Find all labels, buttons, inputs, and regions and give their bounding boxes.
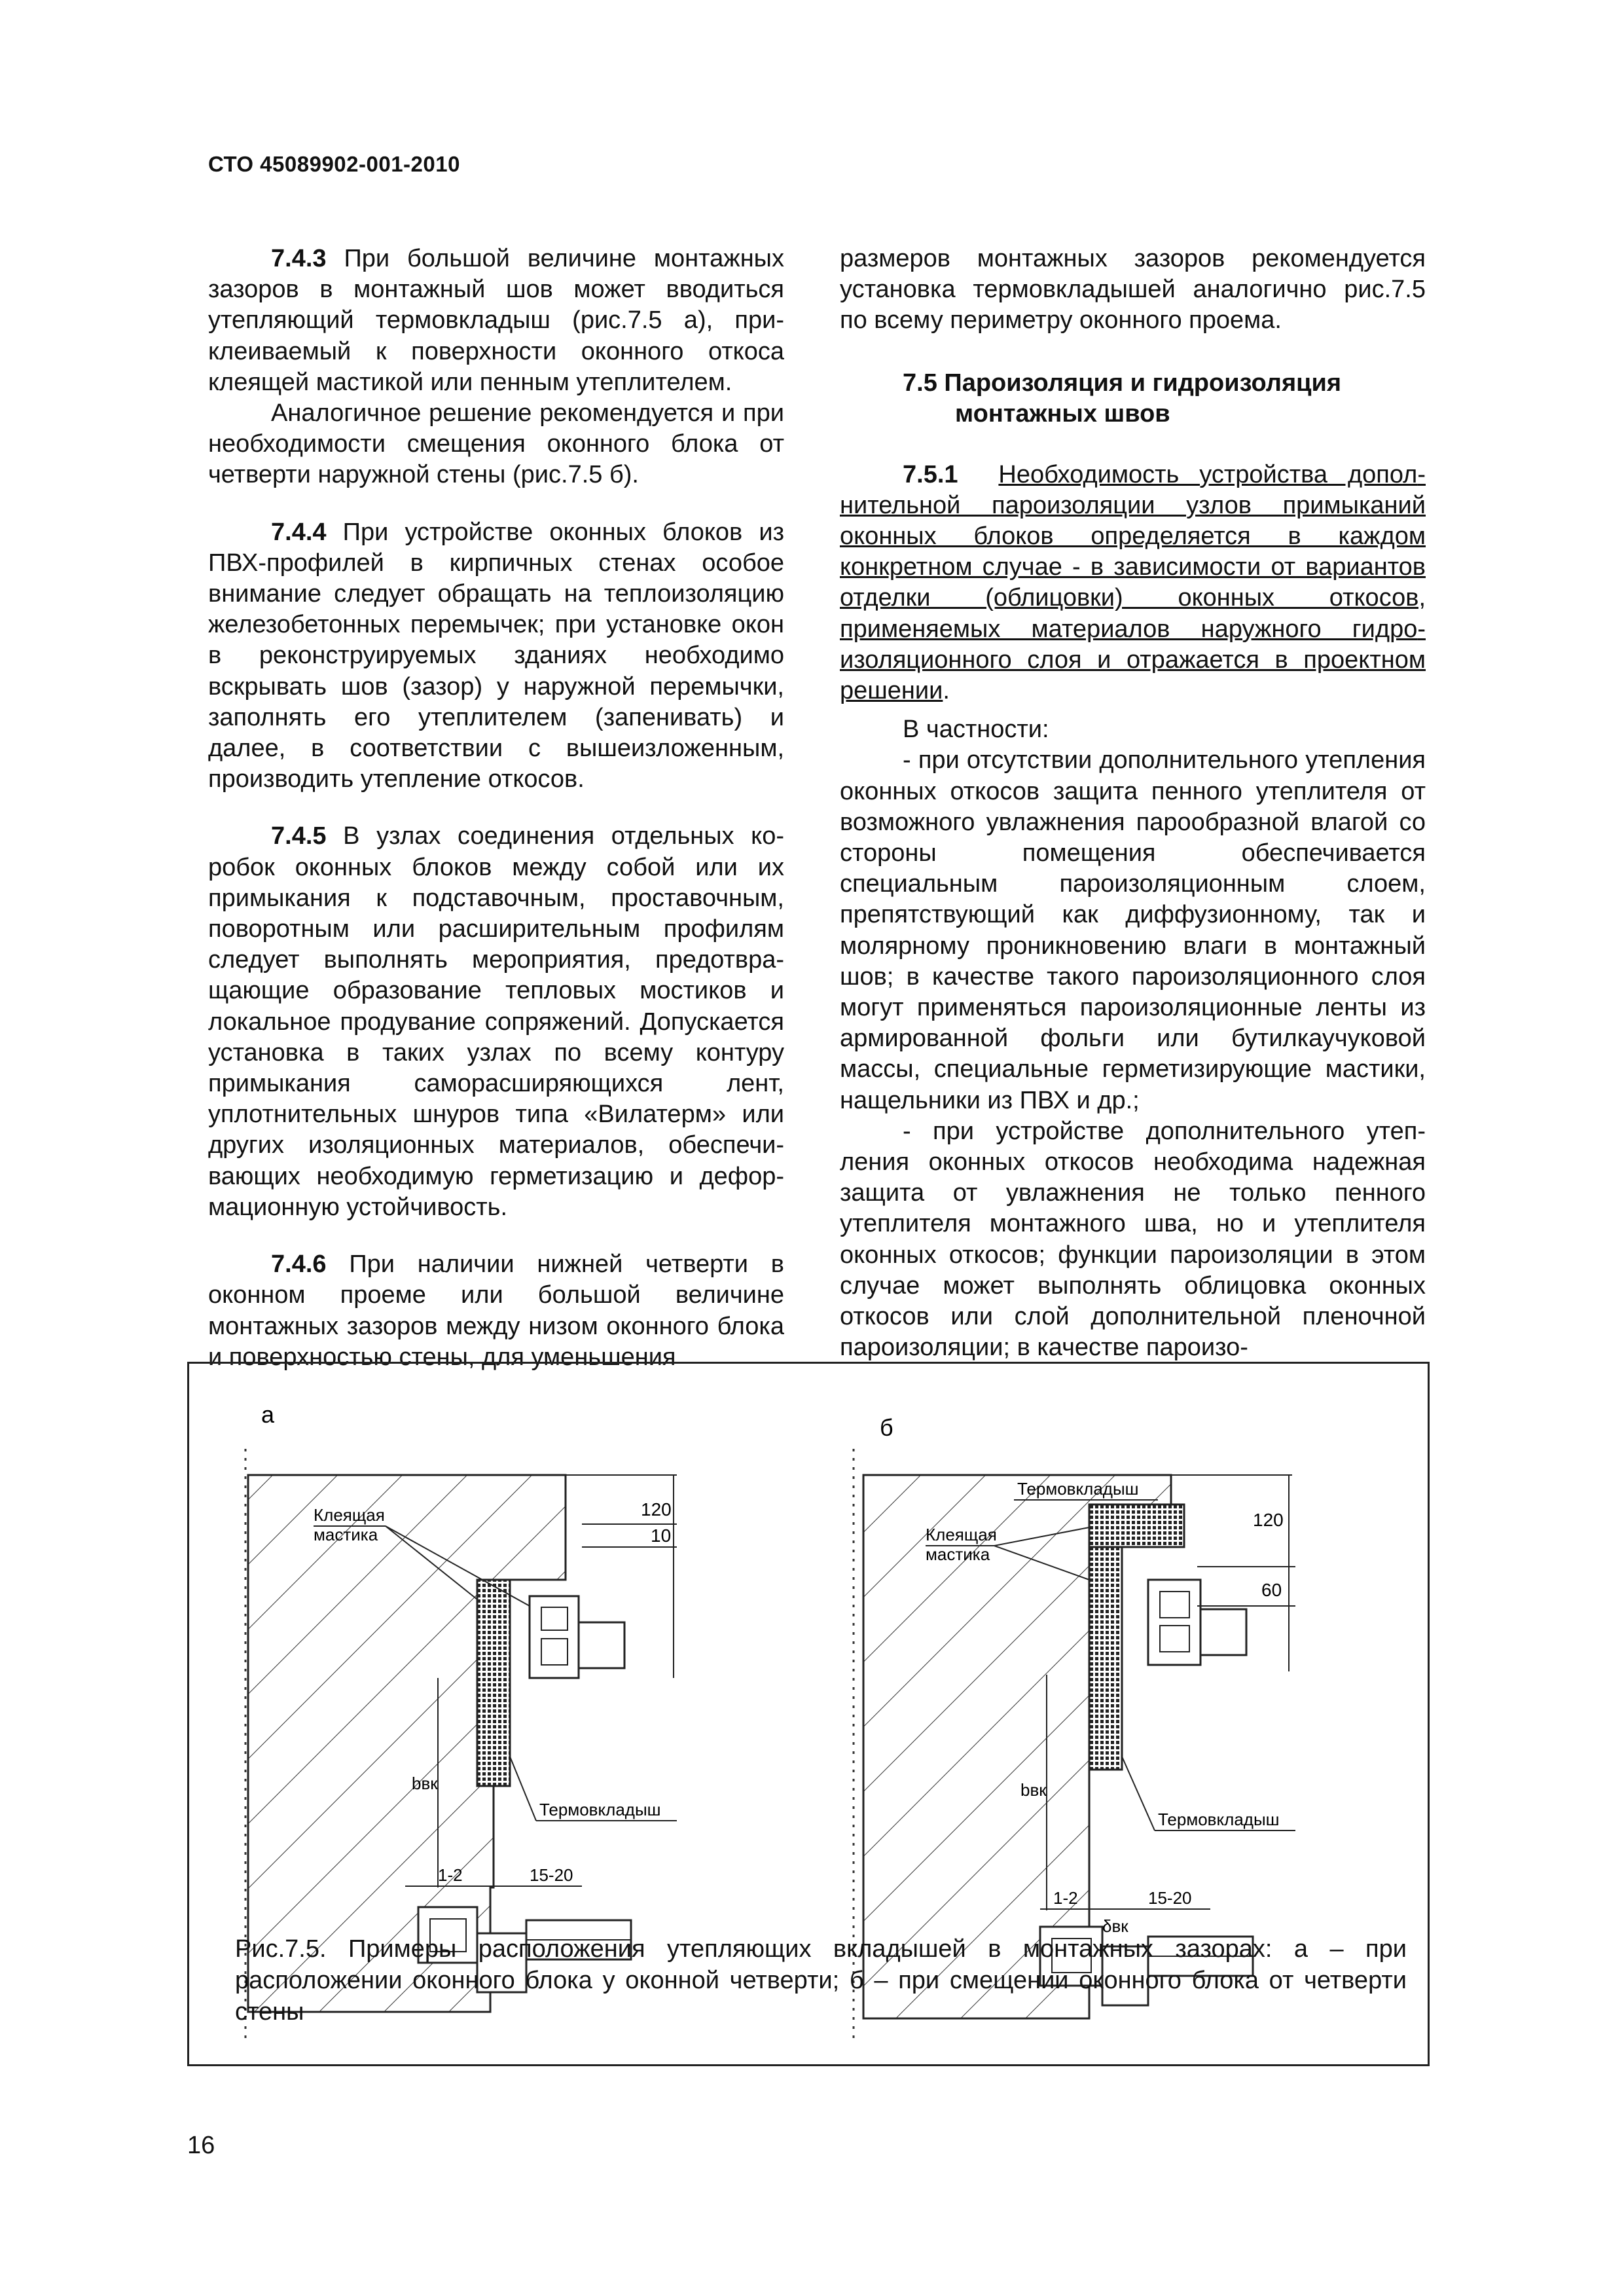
paragraph-text: При большой величине монтажных зазоров в монтажный шов может вводиться утепляющий термовкладыш (рис.7.5 а), приклеиваемый к поверхности оконного откоса клеящей мастикой или пенным утеплителем.	[208, 245, 784, 396]
paragraph-text: - при отсутствии дополнительного утепления оконных откосов защита пенного утеплителя от возможного увлажнения парообразной влагой со стороны помещения обеспечивается специальным пароизоляционным слоем, препятствующий как диффузионному, так и молярному проникновению влаги в монтажный шов; в качестве такого пароизоляционного слоя могут применяться пароизоляционные ленты из армированной фольги или бутилкаучуковой массы, специальные герметизирующие мастики, нащельники из ПВХ и др.;	[840, 746, 1426, 1114]
clause-number: 7.5.1	[903, 460, 958, 488]
section-title	[903, 368, 1426, 429]
paragraph-text: При устройстве оконных блоков из ПВХ-профилей в кирпичных стенах особое внимание следует обращать на теплоизоляцию железобетонных перемычек; при установке окон в реконструируемых зданиях необходимо вскрывать шов (зазор) у наружной перемычки, заполнять его утеплителем (запенивать) и далее, в соответствии с вышеизложенным, производить утепление откосов.	[208, 518, 784, 793]
clause-number: 7.4.4	[271, 518, 327, 546]
label-insert: Термовкладыш	[1158, 1810, 1280, 1829]
paragraph-7-5-1	[840, 460, 1426, 707]
label-adhesive-2: мастика	[314, 1525, 378, 1544]
thermal-insert	[477, 1580, 510, 1786]
window-profile	[530, 1596, 579, 1678]
dim-120: 120	[1253, 1510, 1284, 1530]
paragraph-text: В узлах соединения отдельных коробок оконных блоков между собой или их примыкания к подставочным, проставочным, поворотным или расширительным профилям следует выполнять мероприятия, предотвращающие образование тепловых мостиков и локальное продувание сопряжений. Допускается установка в таких узлах по всему контуру примыкания саморасширяющихся лент, уплотнительных шнуров типа «Вилатерм» или других изоляционных материалов, обеспечивающих необходимую герметизацию и деформационную устойчивость.	[208, 822, 784, 1221]
right-column	[840, 244, 1426, 1364]
window-sash	[579, 1622, 624, 1668]
clause-number: 7.4.6	[271, 1250, 327, 1279]
leader-line	[510, 1757, 536, 1821]
underlined-text: Необходимость устройства дополнительной пароизоляции узлов примыканий оконных блоков определяется в каждом конкретном случае - в зависимости от вариантов отделки (облицовки) оконных откосов, применяемых материалов наружного гидроизоляционного слоя и отражается в проектном решении	[840, 460, 1426, 705]
paragraph-7-4-5	[208, 821, 784, 1223]
window-sash	[1200, 1609, 1246, 1655]
dim-15-20: 15-20	[1148, 1888, 1192, 1908]
clause-number: 7.4.3	[271, 245, 327, 272]
label-insert-top: Термовкладыш	[1017, 1479, 1139, 1499]
figure-caption: Рис.7.5. Примеры расположения утепляющих вкладышей в монтажных зазорах: а – при расположении оконного блока у оконной четверти; б – при смещении оконного блока от четверти стены	[235, 1935, 1407, 2026]
label-adhesive-2: мастика	[926, 1544, 990, 1564]
label-insert: Термовкладыш	[539, 1800, 661, 1819]
thermal-insert	[1089, 1547, 1122, 1770]
paragraph-7-4-6	[208, 1249, 784, 1373]
dim-1-2: 1-2	[438, 1865, 463, 1885]
paragraph-7-4-3	[208, 244, 784, 398]
left-column	[208, 244, 784, 1373]
paragraph-text: В частности:	[903, 716, 1049, 744]
dim-bvk: bвк	[412, 1774, 438, 1793]
paragraph-text: При наличии нижней четверти в оконном проеме или большой величине монтажных зазоров между низом оконного блока и поверхностью стены, для уменьшения	[208, 1250, 784, 1371]
document-code: СТО 45089902-001-2010	[208, 152, 460, 176]
section-title-line2: монтажных швов	[955, 399, 1170, 428]
dim-bvk: bвк	[1020, 1780, 1047, 1800]
page-number: 16	[187, 2132, 215, 2159]
dim-10: 10	[651, 1525, 672, 1546]
paragraph-text: - при устройстве дополнительного утепления оконных откосов необходима надежная защита от увлажнения не только пенного утеплителя монтажного шва, но и утеплителя оконных откосов; функции пароизоляции в этом случае может выполнять облицовка оконных откосов или слой дополнительной пленочной пароизоляции; в качестве пароизо-	[840, 1117, 1426, 1362]
thermal-insert-top	[1089, 1504, 1184, 1547]
leader-line	[1122, 1757, 1155, 1831]
label-a: а	[261, 1401, 275, 1428]
dim-15-20: 15-20	[530, 1865, 573, 1885]
dim-delta: δвк	[1102, 1916, 1128, 1936]
figure-7-5	[187, 1362, 1430, 2066]
paragraph-continued: размеров монтажных зазоров рекомендуется установка термовкладышей аналогично рис.7.5 по всему периметру оконного проема.	[840, 245, 1426, 335]
period: .	[943, 677, 950, 705]
section-title-line1: 7.5 Пароизоляция и гидроизоляция	[903, 369, 1342, 397]
dim-1-2: 1-2	[1053, 1888, 1078, 1908]
dim-60: 60	[1261, 1580, 1282, 1600]
wall-section	[248, 1475, 566, 2012]
label-adhesive-1: Клеящая	[926, 1525, 997, 1544]
label-adhesive-1: Клеящая	[314, 1505, 385, 1525]
paragraph-7-4-4	[208, 517, 784, 795]
paragraph-text: Аналогичное решение рекомендуется и при необходимости смещения оконного блока от четверти наружной стены (рис.7.5 б).	[208, 399, 784, 489]
clause-number: 7.4.5	[271, 822, 327, 850]
dim-120: 120	[641, 1499, 672, 1520]
label-b: б	[880, 1414, 893, 1441]
